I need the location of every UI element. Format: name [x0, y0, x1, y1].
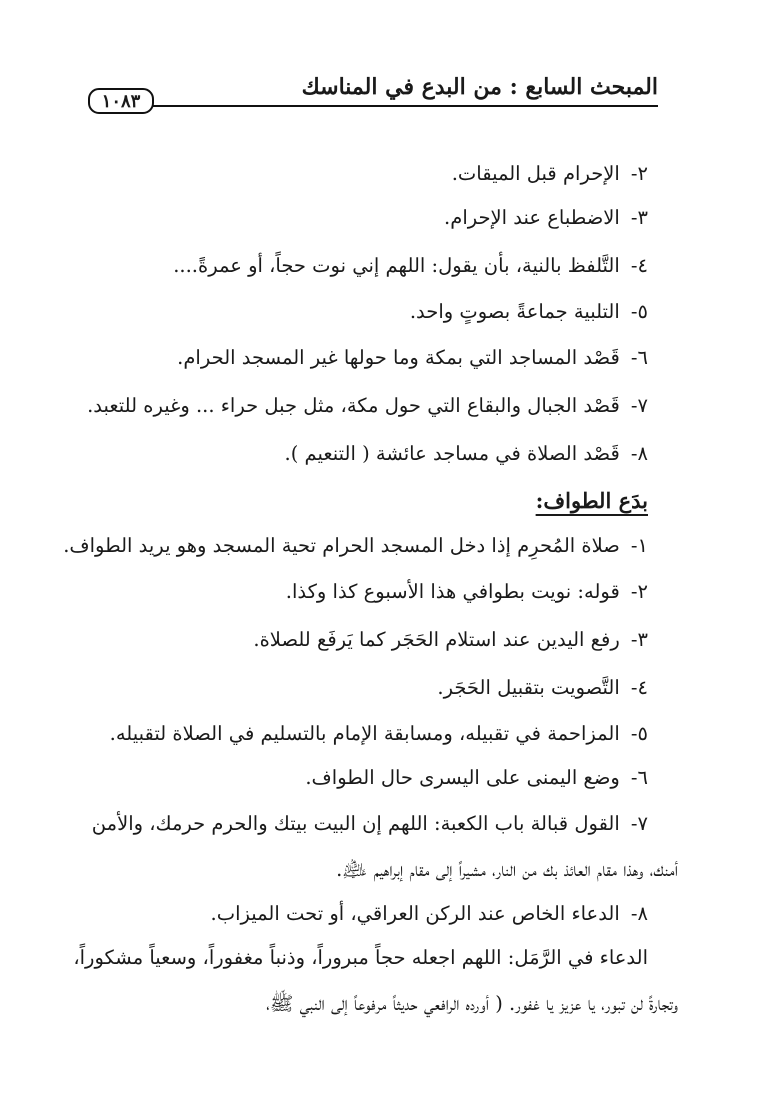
list-item-number: ١- — [630, 534, 648, 557]
list-item-text: قَصْد المساجد التي بمكة وما حولها غير المسجد الحرام. — [177, 346, 620, 369]
list-item-number: ٥- — [630, 722, 648, 745]
list-item-text: وضع اليمنى على اليسرى حال الطواف. — [305, 766, 620, 789]
list-item-text: الإحرام قبل الميقات. — [451, 162, 620, 185]
list-item-number: ٢- — [630, 580, 648, 603]
list-item-number: ٣- — [630, 206, 648, 229]
chapter-title: المبحث السابع : من البدع في المناسك — [301, 74, 658, 100]
list-item-number: ٦- — [630, 766, 648, 789]
list-item-number: ٢- — [630, 162, 648, 185]
list-item — [285, 440, 649, 468]
page-number: ١٠٨٣ — [88, 88, 154, 114]
page-header — [88, 72, 658, 112]
list-item-number: ٧- — [630, 394, 648, 417]
list-item-text: المزاحمة في تقبيله، ومسابقة الإمام بالتسليم في الصلاة لتقبيله. — [109, 722, 620, 745]
list-item-number: ٨- — [630, 902, 648, 925]
list-item — [92, 810, 648, 838]
list-item — [87, 392, 648, 420]
list-item-text: رفع اليدين عند استلام الحَجَر كما يَرفَع للصلاة. — [253, 628, 620, 651]
list-item — [444, 204, 648, 232]
list-item-number: ٦- — [630, 346, 648, 369]
section-title: بدَع الطواف: — [535, 488, 648, 513]
list-item — [286, 578, 648, 606]
list-item — [253, 626, 648, 654]
list-item-text: أمنك، وهذا مقام العائذ بك من النار، مشيراً إلى مقام إبراهيم ﵇. — [336, 858, 678, 881]
paragraph-line: الدعاء في الرَّمَل: اللهم اجعله حجاً مبروراً، وذنباً مغفوراً، وسعياً مشكوراً، — [73, 946, 648, 969]
list-item-text: صلاة المُحرِم إذا دخل المسجد الحرام تحية المسجد وهو يريد الطواف. — [63, 534, 620, 557]
paragraph-line: وتجارةً لن تبور، يا عزيز يا غفور. ( أورده الرافعي حديثاً مرفوعاً إلى النبي ﷺ، — [266, 992, 678, 1015]
list-item-text: القول قبالة باب الكعبة: اللهم إن البيت بيتك والحرم حرمك، والأمن — [91, 812, 620, 835]
list-item — [110, 720, 648, 748]
list-item — [211, 900, 648, 928]
list-item-continuation — [336, 856, 678, 884]
list-item-text: التَّصويت بتقبيل الحَجَر. — [437, 676, 620, 699]
list-item-number: ٧- — [630, 812, 648, 835]
list-item — [410, 298, 648, 326]
list-item-number: ٨- — [630, 442, 648, 465]
list-item — [452, 160, 648, 188]
header-rule — [150, 105, 658, 107]
list-item-text: قَصْد الجبال والبقاع التي حول مكة، مثل جبل حراء ... وغيره للتعبد. — [87, 394, 620, 417]
list-item-text: الاضطباع عند الإحرام. — [444, 206, 620, 229]
list-item-text: الدعاء الخاص عند الركن العراقي، أو تحت الميزاب. — [210, 902, 620, 925]
list-item — [63, 532, 648, 560]
list-item — [437, 674, 648, 702]
list-item-number: ٥- — [630, 300, 648, 323]
list-item — [173, 252, 648, 280]
list-item-text: التَّلفظ بالنية، بأن يقول: اللهم إني نوت حجاً، أو عمرةً.... — [173, 254, 620, 277]
list-item-number: ٤- — [630, 254, 648, 277]
list-item-number: ٤- — [630, 676, 648, 699]
list-item-text: قَصْد الصلاة في مساجد عائشة ( التنعيم ). — [284, 442, 620, 465]
list-item — [305, 764, 648, 792]
list-item-number: ٣- — [630, 628, 648, 651]
list-item-text: التلبية جماعةً بصوتٍ واحد. — [409, 300, 620, 323]
list-item — [177, 344, 648, 372]
list-item-text: قوله: نويت بطوافي هذا الأسبوع كذا وكذا. — [285, 580, 620, 603]
